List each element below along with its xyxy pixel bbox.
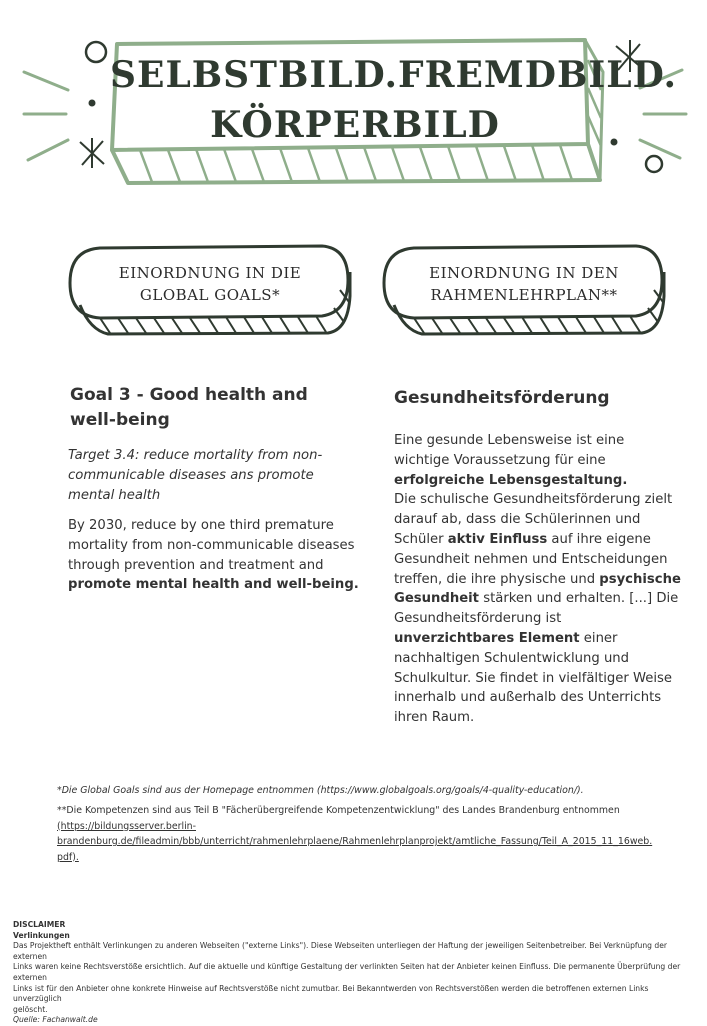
burst-lines-left xyxy=(24,72,68,160)
circle-doodle xyxy=(86,42,106,62)
disclaimer xyxy=(13,920,695,1026)
disclaimer-line1: Das Projektheft enthält Verlinkungen zu anderen Webseiten ("externe Links"). Diese Webseiten unterliegen der Haftung der jeweiligen Seitenbetreiber. Bei Verknüpfung der externen xyxy=(13,941,668,961)
goal-body-line2: mortality from non-communicable diseases xyxy=(68,537,355,553)
disclaimer-title: DISCLAIMER xyxy=(13,920,66,929)
right-line-11-bold: unverzichtbares Element xyxy=(394,630,580,646)
right-line-5: darauf ab, dass die Schülerinnen und xyxy=(394,512,641,528)
right-line-4: Die schulische Gesundheitsförderung zielt xyxy=(394,492,673,508)
goal-heading xyxy=(70,383,308,433)
goal-body-bold: promote mental health and well-being. xyxy=(68,577,359,593)
right-line-8-bold: psychische xyxy=(599,571,681,587)
right-line-6 xyxy=(394,530,694,550)
target-line-3: mental health xyxy=(68,487,161,503)
right-line-9-bold: Gesundheit xyxy=(394,591,479,607)
star-doodle xyxy=(80,138,104,168)
goal-heading-line1: Goal 3 - Good health and xyxy=(70,385,308,405)
circle-doodle-right xyxy=(646,156,662,172)
right-line-8 xyxy=(394,570,694,590)
goal-body-line1: By 2030, reduce by one third premature xyxy=(68,518,334,533)
right-line-14: innerhalb und außerhalb des Unterrichts xyxy=(394,690,662,706)
right-line-1: Eine gesunde Lebensweise ist eine xyxy=(394,433,625,448)
footnote2-link-1[interactable]: (https://bildungsserver.berlin- xyxy=(57,820,196,832)
disclaimer-line3: Links ist für den Anbieter ohne konkrete Hinweise auf Rechtsverstöße nicht zumutbar. Bei Bekanntwerden von Rechtsverstößen werden die betroffenen externen Links unverzüglich xyxy=(13,983,649,1004)
right-line-11 xyxy=(394,629,694,649)
dot-doodle-right xyxy=(611,139,618,146)
disclaimer-source: Quelle: Fachanwalt.de xyxy=(13,1015,98,1025)
right-line-7: Gesundheit nehmen und Entscheidungen xyxy=(394,551,668,567)
right-line-3: erfolgreiche Lebensgestaltung. xyxy=(394,472,628,488)
right-line-8a: treffen, die ihre physische und xyxy=(394,571,600,587)
disclaimer-line4: gelöscht. xyxy=(13,1004,48,1014)
right-badge-line2: RAHMENLEHRPLAN** xyxy=(430,286,618,304)
footnote2-link-line3[interactable] xyxy=(57,850,687,866)
left-badge-line1: EINORDNUNG IN DIE xyxy=(118,264,302,282)
footnote2-link-line2[interactable] xyxy=(57,834,687,850)
right-line-12: nachhaltigen Schulentwicklung und xyxy=(394,650,630,666)
left-badge-line2: GLOBAL GOALS* xyxy=(139,286,281,304)
disclaimer-line2: Links waren keine Rechtsverstöße ersichtlich. Auf die aktuelle und künftige Gestaltung der verlinkten Seiten hat der Anbieter keinen Einfluss. Die permanente Überprüfung der externen xyxy=(13,962,681,982)
right-line-6-bold: aktiv Einfluss xyxy=(447,531,548,547)
footnote2-link-3[interactable]: pdf). xyxy=(57,851,79,863)
target-line-2: communicable diseases ans promote xyxy=(68,467,314,483)
footnote2-text: **Die Kompetenzen sind aus Teil B "Fächerübergreifende Kompetenzentwicklung" des Landes Brandenburg entnommen xyxy=(57,805,620,816)
right-line-9b: stärken und erhalten. [...] Die xyxy=(479,591,679,607)
page-title-line1: SELBSTBILD.FREMDBILD. xyxy=(110,54,678,96)
right-line-2: wichtige Voraussetzung für eine xyxy=(394,452,606,468)
disclaimer-subtitle: Verlinkungen xyxy=(13,930,70,940)
right-line-10: Gesundheitsförderung ist xyxy=(394,611,562,627)
footnote2-link-line1[interactable] xyxy=(57,819,687,835)
left-badge-label xyxy=(80,262,340,306)
right-body xyxy=(394,431,694,728)
right-line-9 xyxy=(394,589,694,609)
right-line-13: Schulkultur. Sie findet in vielfältiger Weise xyxy=(394,670,673,686)
goal-body xyxy=(68,516,368,595)
right-line-15: ihren Raum. xyxy=(394,710,475,726)
right-line-6b: auf ihre eigene xyxy=(547,531,651,547)
dot-doodle xyxy=(89,100,96,107)
right-badge-label xyxy=(394,262,654,306)
right-line-11b: einer xyxy=(579,630,618,646)
right-heading: Gesundheitsförderung xyxy=(394,388,610,408)
page-title-line2: KÖRPERBILD xyxy=(210,104,500,146)
target-text xyxy=(68,446,358,505)
target-line-1: Target 3.4: reduce mortality from non- xyxy=(68,448,323,463)
footnote-rahmenlehrplan xyxy=(57,803,687,865)
right-line-6a: Schüler xyxy=(394,531,448,547)
goal-body-line3: through prevention and treatment and xyxy=(68,557,324,573)
footnote-global-goals: *Die Global Goals sind aus der Homepage entnommen (https://www.globalgoals.org/goals/4-quality-education/). xyxy=(57,785,584,796)
goal-heading-line2: well-being xyxy=(70,410,170,430)
right-badge-line1: EINORDNUNG IN DEN xyxy=(429,264,619,282)
footnote2-link-2[interactable]: brandenburg.de/fileadmin/bbb/unterricht/rahmenlehrplaene/Rahmenlehrplanprojekt/amtliche_Fassung/Teil_A_2015_11_16web. xyxy=(57,836,653,847)
